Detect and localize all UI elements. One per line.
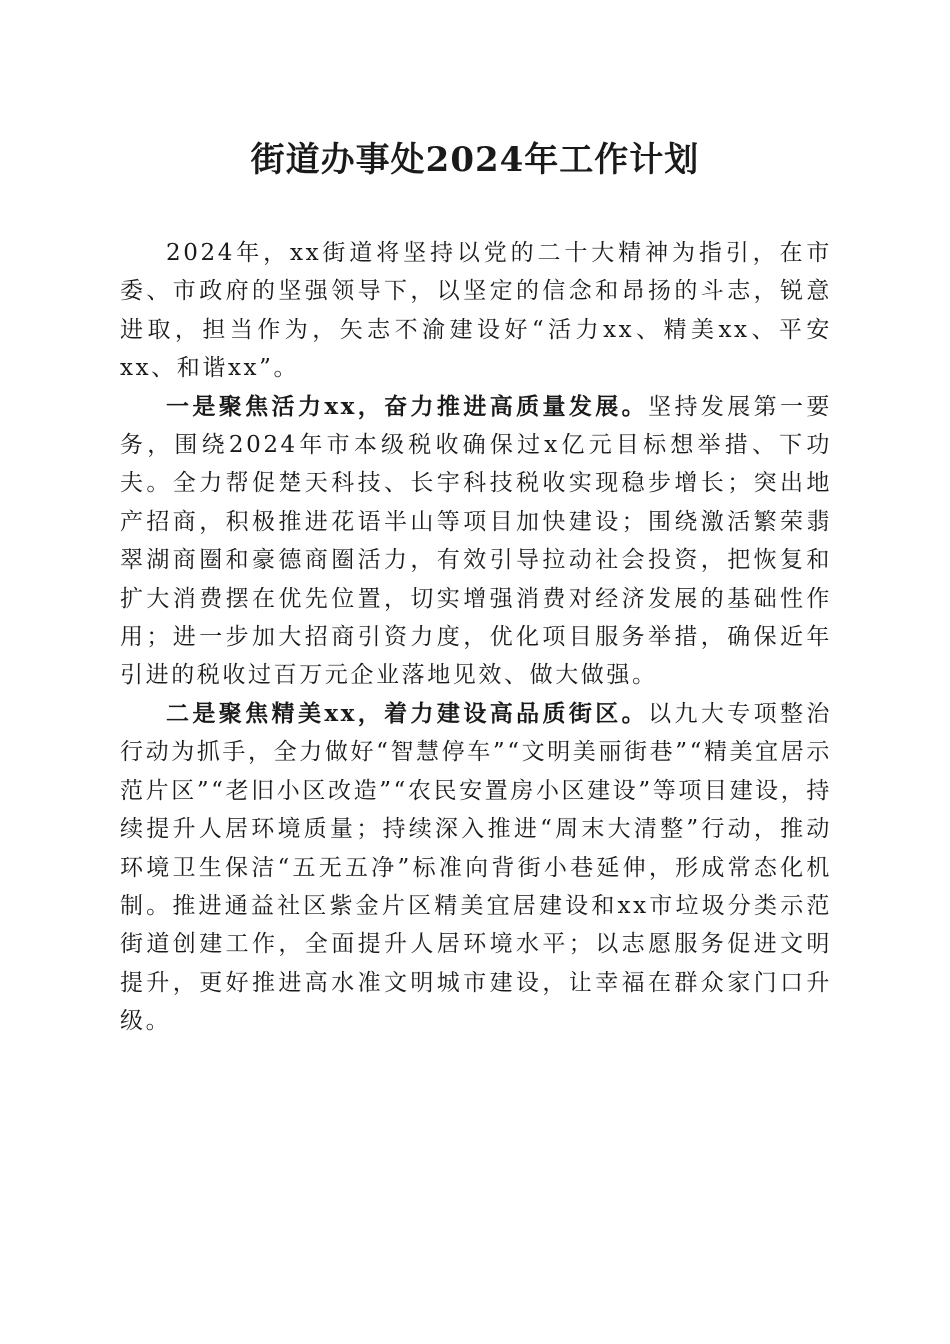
document-body [120, 234, 832, 1041]
section-1-lead: 一是聚焦活力xx，奋力推进高质量发展。 [166, 392, 649, 420]
section-2-text: 以九大专项整治行动为抓手，全力做好“智慧停车”“文明美丽街巷”“精美宜居示范片区”“老旧小区改造”“农民安置房小区建设”等项目建设，持续提升人居环境质量；持续深入推进“周末大清整”行动，推动环境卫生保洁“五无五净”标准向背街小巷延伸，形成常态化机制。推进通益社区紫金片区精美宜居建设和xx市垃圾分类示范街道创建工作，全面提升人居环境水平；以志愿服务促进文明提升，更好推进高水准文明城市建设，让幸福在群众家门口升级。 [120, 700, 833, 1035]
intro-paragraph: 2024年，xx街道将坚持以党的二十大精神为指引，在市委、市政府的坚强领导下，以坚定的信念和昂扬的斗志，锐意进取，担当作为，矢志不渝建设好“活力xx、精美xx、平安xx、和谐xx”。 [120, 240, 832, 382]
section-2-lead: 二是聚焦精美xx，着力建设高品质街区。 [166, 699, 649, 727]
section-paragraph-2 [120, 695, 832, 1041]
section-paragraph-1 [120, 388, 832, 695]
document-title: 街道办事处2024年工作计划 [250, 140, 700, 180]
section-1-text: 坚持发展第一要务，围绕2024年市本级税收确保过x亿元目标想举措、下功夫。全力帮促楚天科技、长宇科技税收实现稳步增长；突出地产招商，积极推进花语半山等项目加快建设；围绕激活繁荣翡翠湖商圈和豪德商圈活力，有效引导拉动社会投资，把恢复和扩大消费摆在优先位置，切实增强消费对经济发展的基础性作用；进一步加大招商引资力度，优化项目服务举措，确保近年引进的税收过百万元企业落地见效、做大做强。 [120, 393, 833, 689]
